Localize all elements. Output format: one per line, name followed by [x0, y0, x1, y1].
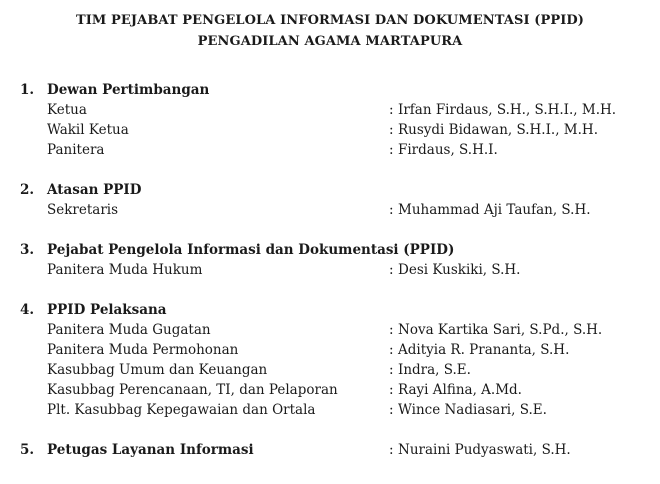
member-name: Muhammad Aji Taufan, S.H.: [398, 202, 591, 218]
document-title: [0, 10, 660, 52]
member-row: [0, 200, 660, 220]
section-heading-row: [0, 240, 660, 260]
separator-colon: :: [389, 142, 394, 158]
section-heading-row: [0, 80, 660, 100]
member-name: Wince Nadiasari, S.E.: [398, 402, 547, 418]
member-row: [0, 320, 660, 340]
separator-colon: :: [389, 382, 394, 398]
separator-colon: :: [389, 322, 394, 338]
member-row: [0, 140, 660, 160]
member-name: Rayi Alfina, A.Md.: [398, 382, 522, 398]
member-role: Panitera: [47, 142, 105, 158]
member-name: Desi Kuskiki, S.H.: [398, 262, 521, 278]
separator-colon: :: [389, 402, 394, 418]
member-role: Panitera Muda Permohonan: [47, 342, 239, 358]
section-heading: Petugas Layanan Informasi: [47, 442, 254, 458]
member-row: [0, 340, 660, 360]
member-name: Firdaus, S.H.I.: [398, 142, 498, 158]
member-role: Plt. Kasubbag Kepegawaian dan Ortala: [47, 402, 316, 418]
section-ppid-pelaksana: [0, 300, 660, 420]
member-name: Irfan Firdaus, S.H., S.H.I., M.H.: [398, 102, 617, 118]
section-number: 5.: [20, 442, 35, 458]
member-role: Sekretaris: [47, 202, 119, 218]
member-role: Kasubbag Perencanaan, TI, dan Pelaporan: [47, 382, 338, 398]
separator-colon: :: [389, 342, 394, 358]
section-heading-row: [0, 300, 660, 320]
section-pejabat-ppid: [0, 240, 660, 280]
member-role: Panitera Muda Gugatan: [47, 322, 211, 338]
section-heading: PPID Pelaksana: [47, 302, 167, 318]
member-row: [0, 120, 660, 140]
title-line-2: PENGADILAN AGAMA MARTAPURA: [197, 34, 463, 49]
separator-colon: :: [389, 442, 394, 458]
member-role: Wakil Ketua: [47, 122, 129, 138]
member-role: Kasubbag Umum dan Keuangan: [47, 362, 268, 378]
section-heading: Atasan PPID: [47, 182, 142, 198]
member-row: [0, 100, 660, 120]
ppid-team-list: [0, 80, 660, 480]
section-number: 1.: [20, 82, 35, 98]
member-row: [0, 380, 660, 400]
section-atasan-ppid: [0, 180, 660, 220]
member-name: Nuraini Pudyaswati, S.H.: [398, 442, 571, 458]
section-dewan-pertimbangan: [0, 80, 660, 160]
section-number: 2.: [20, 182, 35, 198]
member-row: [0, 260, 660, 280]
separator-colon: :: [389, 262, 394, 278]
member-row: [0, 360, 660, 380]
section-heading-row: [0, 440, 660, 460]
member-role: Ketua: [47, 102, 87, 118]
separator-colon: :: [389, 102, 394, 118]
member-row: [0, 400, 660, 420]
section-heading-row: [0, 180, 660, 200]
section-number: 4.: [20, 302, 35, 318]
separator-colon: :: [389, 202, 394, 218]
member-name: Nova Kartika Sari, S.Pd., S.H.: [398, 322, 603, 338]
member-name: Rusydi Bidawan, S.H.I., M.H.: [398, 122, 598, 138]
section-petugas-layanan-informasi: [0, 440, 660, 460]
title-line-1: TIM PEJABAT PENGELOLA INFORMASI DAN DOKUMENTASI (PPID): [75, 13, 585, 28]
separator-colon: :: [389, 122, 394, 138]
separator-colon: :: [389, 362, 394, 378]
section-heading: Pejabat Pengelola Informasi dan Dokumentasi (PPID): [47, 242, 455, 258]
member-name: Indra, S.E.: [398, 362, 471, 378]
section-heading: Dewan Pertimbangan: [47, 82, 210, 98]
member-name: Adityia R. Prananta, S.H.: [398, 342, 570, 358]
section-number: 3.: [20, 242, 35, 258]
member-role: Panitera Muda Hukum: [47, 262, 203, 278]
